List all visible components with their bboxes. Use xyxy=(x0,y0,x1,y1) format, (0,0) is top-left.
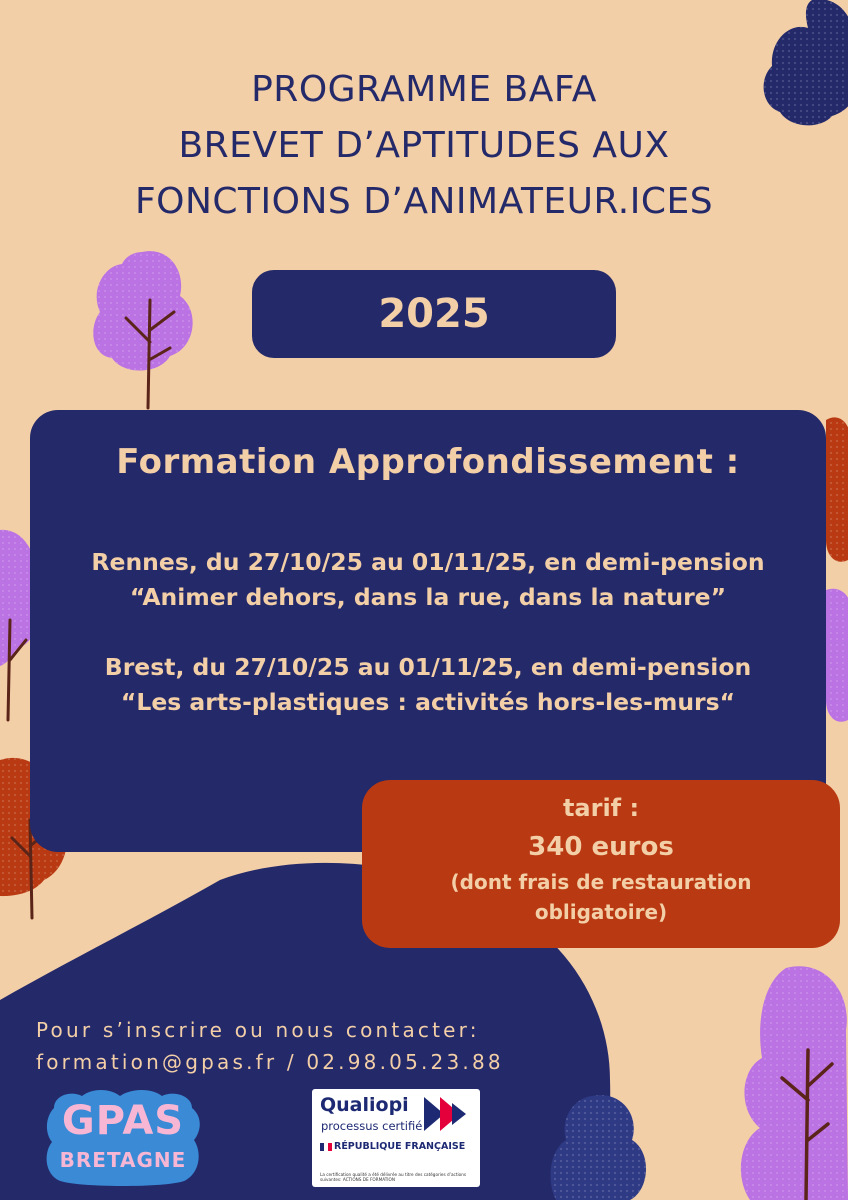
tarif-panel xyxy=(362,780,840,948)
qualiopi-name: Qualiopi xyxy=(320,1094,409,1116)
gpas-logo-text: GPAS xyxy=(61,1098,185,1144)
year-badge xyxy=(252,270,616,358)
violet-tree-right-icon xyxy=(826,589,848,722)
contact-details[interactable]: formation@gpas.fr / 02.98.05.23.88 xyxy=(36,1050,504,1074)
bretagne-logo-text: BRETAGNE xyxy=(59,1148,187,1172)
session-rennes-details: Rennes, du 27/10/25 au 01/11/25, en demi-pension xyxy=(91,548,765,576)
qualiopi-logo xyxy=(312,1089,480,1187)
session-brest-theme: “Les arts-plastiques : activités hors-les-murs“ xyxy=(120,688,736,716)
french-flag-icon xyxy=(320,1143,332,1151)
session-rennes-theme: “Animer dehors, dans la rue, dans la nature” xyxy=(129,583,727,611)
title-line: BREVET D’APTITUDES AUX xyxy=(178,125,670,166)
session-brest-details: Brest, du 27/10/25 au 01/11/25, en demi-pension xyxy=(104,653,752,681)
republique-francaise: RÉPUBLIQUE FRANÇAISE xyxy=(334,1141,466,1152)
year-label: 2025 xyxy=(378,291,490,337)
tarif-note-line1: (dont frais de restauration xyxy=(450,870,752,894)
rust-tree-right-icon xyxy=(826,417,848,561)
tarif-label: tarif : xyxy=(562,794,640,822)
gpas-bretagne-logo xyxy=(44,1090,202,1186)
formation-heading: Formation Approfondissement : xyxy=(116,442,740,482)
poster-title xyxy=(0,62,848,230)
qualiopi-small-print: La certification qualité a été délivrée au titre des catégories d’actions suivantes: ACTIONS DE FORMATION xyxy=(320,1172,467,1182)
violet-tree-icon xyxy=(93,251,192,408)
contact-prompt: Pour s’inscrire ou nous contacter: xyxy=(36,1018,480,1042)
tarif-note-line2: obligatoire) xyxy=(534,900,668,924)
violet-tree-bottom-right-icon xyxy=(741,966,848,1200)
qualiopi-arrows-icon xyxy=(422,1095,474,1133)
title-line: FONCTIONS D’ANIMATEUR.ICES xyxy=(134,181,714,222)
title-line: PROGRAMME BAFA xyxy=(251,69,597,110)
tarif-price: 340 euros xyxy=(528,832,674,862)
qualiopi-subtitle: processus certifié xyxy=(321,1119,423,1133)
